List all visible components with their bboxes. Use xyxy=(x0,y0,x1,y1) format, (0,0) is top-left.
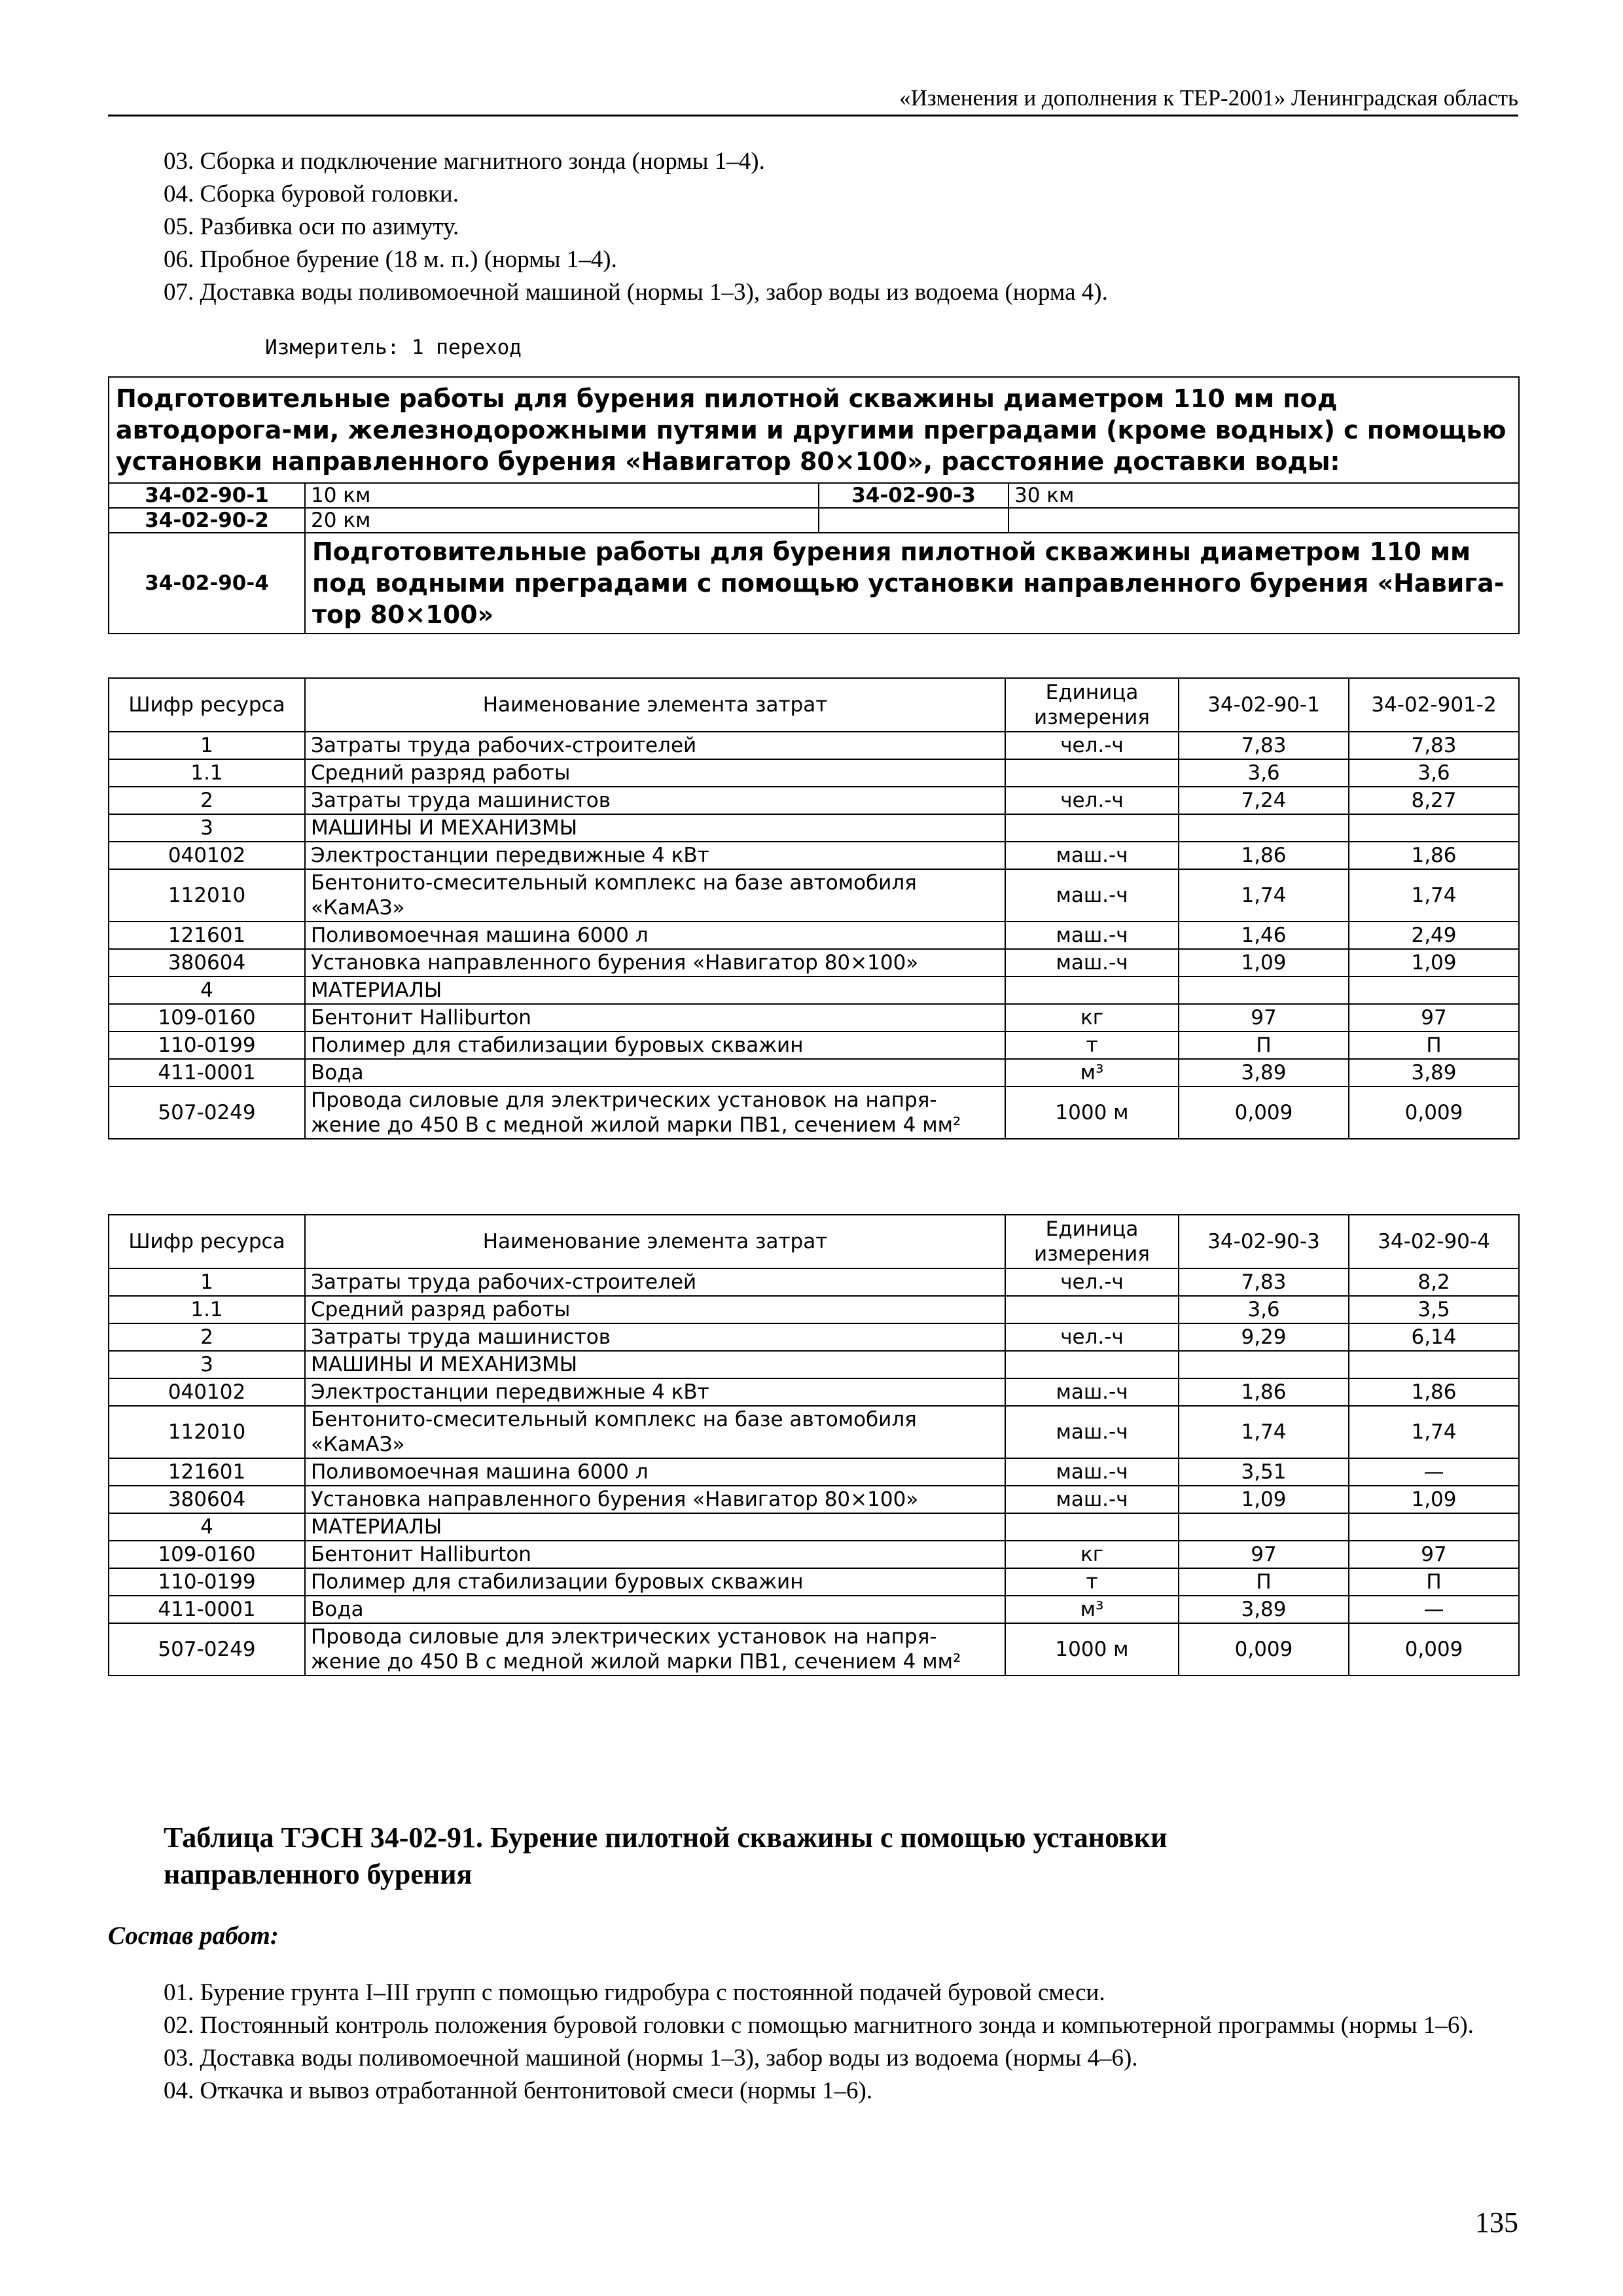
norm-value: 1,09 xyxy=(1179,1486,1349,1513)
norm-code: 34-02-90-1 xyxy=(109,483,305,508)
cost-element-name: Средний разряд работы xyxy=(305,1296,1005,1323)
unit xyxy=(1005,1351,1179,1378)
norm-value xyxy=(1179,977,1349,1004)
operations-list-top xyxy=(164,145,1108,309)
unit: кг xyxy=(1005,1004,1179,1031)
unit: чел.-ч xyxy=(1005,787,1179,814)
norm-value: 1,74 xyxy=(1349,1406,1519,1458)
cost-element-name: Поливомоечная машина 6000 л xyxy=(305,1458,1005,1486)
norm-value: 3,89 xyxy=(1179,1596,1349,1623)
resource-code: 411-0001 xyxy=(109,1596,305,1623)
norm-value: 3,89 xyxy=(1179,1059,1349,1086)
cost-element-name: Бентонито-смесительный комплекс на базе автомобиля «КамАЗ» xyxy=(305,1406,1005,1458)
norm-value: 0,009 xyxy=(1349,1623,1519,1676)
unit xyxy=(1005,1296,1179,1323)
column-header: 34-02-90-4 xyxy=(1349,1215,1519,1268)
operation-item: 02. Постоянный контроль положения буровой головки с помощью магнитного зонда и компьютерной программы (нормы 1–6). xyxy=(164,2012,1474,2039)
table-row xyxy=(109,869,1519,922)
norm-value: 9,29 xyxy=(1179,1323,1349,1351)
cost-element-name: Провода силовые для электрических установок на напря-жение до 450 В с медной жилой марки ПВ1, сечением 4 мм² xyxy=(305,1086,1005,1139)
table-row xyxy=(109,1378,1519,1406)
operation-item: 03. Сборка и подключение магнитного зонда (нормы 1–4). xyxy=(164,148,765,175)
norm-distance: 20 км xyxy=(305,508,819,533)
cost-element-name: Бентонит Halliburton xyxy=(305,1004,1005,1031)
norm-header-title: Подготовительные работы для бурения пилотной скважины диаметром 110 мм под автодорога-ми, железнодорожными путями и другими преградами (кроме водных) с помощью установки направленного бурения «Навигатор 80×100», расстояние доставки воды: xyxy=(109,377,1519,483)
norm-value: 7,83 xyxy=(1179,1268,1349,1296)
norm-code xyxy=(819,508,1008,533)
norm-value: 1,86 xyxy=(1179,1378,1349,1406)
cost-element-name: Бентонито-смесительный комплекс на базе автомобиля «КамАЗ» xyxy=(305,869,1005,922)
norm-value: 0,009 xyxy=(1179,1623,1349,1676)
cost-element-name: МАТЕРИАЛЫ xyxy=(305,1513,1005,1541)
resource-code: 2 xyxy=(109,787,305,814)
table-row xyxy=(109,1513,1519,1541)
operation-item: 05. Разбивка оси по азимуту. xyxy=(164,213,459,240)
table-row xyxy=(109,1268,1519,1296)
resource-code: 411-0001 xyxy=(109,1059,305,1086)
norm-value: — xyxy=(1349,1596,1519,1623)
resource-code: 380604 xyxy=(109,949,305,977)
norm-value: — xyxy=(1349,1458,1519,1486)
table-row xyxy=(109,814,1519,842)
unit: 1000 м xyxy=(1005,1623,1179,1676)
norm-value: 0,009 xyxy=(1349,1086,1519,1139)
resource-code: 380604 xyxy=(109,1486,305,1513)
resource-code: 1.1 xyxy=(109,1296,305,1323)
norm-value: 8,2 xyxy=(1349,1268,1519,1296)
column-header: 34-02-901-2 xyxy=(1349,678,1519,732)
norm-code: 34-02-90-3 xyxy=(819,483,1008,508)
resource-code: 4 xyxy=(109,1513,305,1541)
unit: маш.-ч xyxy=(1005,949,1179,977)
operation-item: 01. Бурение грунта I–III групп с помощью гидробура с постоянной подачей буровой смеси. xyxy=(164,1979,1105,2006)
unit xyxy=(1005,1513,1179,1541)
resource-code: 3 xyxy=(109,1351,305,1378)
norm-value xyxy=(1349,977,1519,1004)
unit: маш.-ч xyxy=(1005,922,1179,949)
section-title-line: Таблица ТЭСН 34-02-91. Бурение пилотной скважины с помощью установки xyxy=(164,1821,1168,1854)
table-row xyxy=(109,842,1519,869)
norm-value: 1,09 xyxy=(1349,1486,1519,1513)
norm-value: П xyxy=(1349,1031,1519,1059)
column-header: Единица измерения xyxy=(1005,678,1179,732)
operations-list-bottom xyxy=(164,1977,1518,2108)
norm-value: 1,74 xyxy=(1179,869,1349,922)
table-row xyxy=(109,1623,1519,1676)
norm-code: 34-02-90-2 xyxy=(109,508,305,533)
norm-distance: 10 км xyxy=(305,483,819,508)
norm-code: 34-02-90-4 xyxy=(109,533,305,634)
unit: маш.-ч xyxy=(1005,869,1179,922)
norm-value: 1,74 xyxy=(1179,1406,1349,1458)
unit: т xyxy=(1005,1031,1179,1059)
unit: маш.-ч xyxy=(1005,1406,1179,1458)
norm-value: 0,009 xyxy=(1179,1086,1349,1139)
table-row xyxy=(109,759,1519,787)
table-row xyxy=(109,1004,1519,1031)
table-row xyxy=(109,1568,1519,1596)
resource-code: 4 xyxy=(109,977,305,1004)
unit: маш.-ч xyxy=(1005,842,1179,869)
norm-value: 1,46 xyxy=(1179,922,1349,949)
resource-code: 1.1 xyxy=(109,759,305,787)
norm-value: 7,24 xyxy=(1179,787,1349,814)
norm-value: 3,6 xyxy=(1179,759,1349,787)
table-row xyxy=(109,1406,1519,1458)
norm-value: 3,6 xyxy=(1179,1296,1349,1323)
norm-value: 97 xyxy=(1179,1004,1349,1031)
resource-table-1 xyxy=(108,677,1520,1139)
norm-distance: 30 км xyxy=(1008,483,1519,508)
norm-value: 8,27 xyxy=(1349,787,1519,814)
norm-value xyxy=(1179,1513,1349,1541)
unit: маш.-ч xyxy=(1005,1458,1179,1486)
column-header: Наименование элемента затрат xyxy=(305,1215,1005,1268)
norm-value xyxy=(1179,1351,1349,1378)
table-row xyxy=(109,732,1519,759)
table-row xyxy=(109,1541,1519,1568)
unit: м³ xyxy=(1005,1596,1179,1623)
unit: м³ xyxy=(1005,1059,1179,1086)
norm-distance xyxy=(1008,508,1519,533)
table-row xyxy=(109,922,1519,949)
operation-item: 07. Доставка воды поливомоечной машиной (нормы 1–3), забор воды из водоема (норма 4). xyxy=(164,279,1108,306)
measure-unit: Измеритель: 1 переход xyxy=(265,336,522,359)
unit: кг xyxy=(1005,1541,1179,1568)
norm-value: 1,86 xyxy=(1349,1378,1519,1406)
cost-element-name: Поливомоечная машина 6000 л xyxy=(305,922,1005,949)
unit: маш.-ч xyxy=(1005,1486,1179,1513)
table-row xyxy=(109,1086,1519,1139)
unit: маш.-ч xyxy=(1005,1378,1179,1406)
resource-code: 1 xyxy=(109,1268,305,1296)
section-title-line: направленного бурения xyxy=(164,1858,473,1890)
table-row xyxy=(109,787,1519,814)
norm-value: 1,86 xyxy=(1349,842,1519,869)
norm-value: 6,14 xyxy=(1349,1323,1519,1351)
norm-value: П xyxy=(1179,1568,1349,1596)
unit: чел.-ч xyxy=(1005,1268,1179,1296)
table-row xyxy=(109,1323,1519,1351)
norm-value: 2,49 xyxy=(1349,922,1519,949)
table-row xyxy=(109,949,1519,977)
resource-code: 112010 xyxy=(109,869,305,922)
table-row xyxy=(109,1296,1519,1323)
column-header: 34-02-90-1 xyxy=(1179,678,1349,732)
resource-code: 2 xyxy=(109,1323,305,1351)
norm-header-table xyxy=(108,376,1520,634)
works-composition-label: Состав работ: xyxy=(108,1922,279,1950)
resource-code: 040102 xyxy=(109,842,305,869)
cost-element-name: Средний разряд работы xyxy=(305,759,1005,787)
cost-element-name: Бентонит Halliburton xyxy=(305,1541,1005,1568)
resource-code: 110-0199 xyxy=(109,1568,305,1596)
cost-element-name: Полимер для стабилизации буровых скважин xyxy=(305,1568,1005,1596)
cost-element-name: Провода силовые для электрических установок на напря-жение до 450 В с медной жилой марки ПВ1, сечением 4 мм² xyxy=(305,1623,1005,1676)
norm-value: 3,89 xyxy=(1349,1059,1519,1086)
norm-sub-title: Подготовительные работы для бурения пилотной скважины диаметром 110 мм под водными преградами с помощью установки направленного бурения «Навига-тор 80×100» xyxy=(305,533,1519,634)
resource-code: 112010 xyxy=(109,1406,305,1458)
table-row xyxy=(109,1031,1519,1059)
cost-element-name: Вода xyxy=(305,1596,1005,1623)
unit xyxy=(1005,977,1179,1004)
cost-element-name: Затраты труда машинистов xyxy=(305,787,1005,814)
norm-value xyxy=(1349,1351,1519,1378)
norm-value: 97 xyxy=(1349,1541,1519,1568)
unit: чел.-ч xyxy=(1005,1323,1179,1351)
operation-item: 03. Доставка воды поливомоечной машиной (нормы 1–3), забор воды из водоема (нормы 4–6). xyxy=(164,2045,1138,2072)
cost-element-name: Полимер для стабилизации буровых скважин xyxy=(305,1031,1005,1059)
cost-element-name: Затраты труда рабочих-строителей xyxy=(305,1268,1005,1296)
resource-code: 109-0160 xyxy=(109,1004,305,1031)
cost-element-name: МАШИНЫ И МЕХАНИЗМЫ xyxy=(305,1351,1005,1378)
cost-element-name: Затраты труда машинистов xyxy=(305,1323,1005,1351)
cost-element-name: МАТЕРИАЛЫ xyxy=(305,977,1005,1004)
resource-code: 110-0199 xyxy=(109,1031,305,1059)
resource-code: 121601 xyxy=(109,1458,305,1486)
operation-item: 06. Пробное бурение (18 м. п.) (нормы 1–4). xyxy=(164,246,617,273)
section-title xyxy=(164,1820,1472,1893)
norm-value: 7,83 xyxy=(1349,732,1519,759)
table-row xyxy=(109,1059,1519,1086)
norm-value: 1,09 xyxy=(1349,949,1519,977)
page-number: 135 xyxy=(1475,2206,1518,2238)
column-header: Шифр ресурса xyxy=(109,678,305,732)
norm-value xyxy=(1349,814,1519,842)
table-row xyxy=(109,1486,1519,1513)
cost-element-name: Электростанции передвижные 4 кВт xyxy=(305,842,1005,869)
cost-element-name: Затраты труда рабочих-строителей xyxy=(305,732,1005,759)
unit xyxy=(1005,759,1179,787)
operation-item: 04. Откачка и вывоз отработанной бентонитовой смеси (нормы 1–6). xyxy=(164,2077,873,2104)
column-header: Шифр ресурса xyxy=(109,1215,305,1268)
norm-value: 3,51 xyxy=(1179,1458,1349,1486)
resource-table-2 xyxy=(108,1214,1520,1676)
resource-code: 507-0249 xyxy=(109,1623,305,1676)
operation-item: 04. Сборка буровой головки. xyxy=(164,181,459,207)
norm-value xyxy=(1349,1513,1519,1541)
table-row xyxy=(109,1458,1519,1486)
table-row xyxy=(109,1351,1519,1378)
norm-value: 3,5 xyxy=(1349,1296,1519,1323)
resource-code: 1 xyxy=(109,732,305,759)
norm-value: 7,83 xyxy=(1179,732,1349,759)
column-header: Наименование элемента затрат xyxy=(305,678,1005,732)
cost-element-name: Установка направленного бурения «Навигатор 80×100» xyxy=(305,1486,1005,1513)
column-header: 34-02-90-3 xyxy=(1179,1215,1349,1268)
cost-element-name: Вода xyxy=(305,1059,1005,1086)
cost-element-name: МАШИНЫ И МЕХАНИЗМЫ xyxy=(305,814,1005,842)
resource-code: 121601 xyxy=(109,922,305,949)
unit: т xyxy=(1005,1568,1179,1596)
column-header: Единица измерения xyxy=(1005,1215,1179,1268)
norm-value: 1,09 xyxy=(1179,949,1349,977)
resource-code: 040102 xyxy=(109,1378,305,1406)
norm-value: 3,6 xyxy=(1349,759,1519,787)
table-row xyxy=(109,1596,1519,1623)
cost-element-name: Электростанции передвижные 4 кВт xyxy=(305,1378,1005,1406)
unit xyxy=(1005,814,1179,842)
unit: чел.-ч xyxy=(1005,732,1179,759)
norm-value: 1,86 xyxy=(1179,842,1349,869)
table-row xyxy=(109,977,1519,1004)
unit: 1000 м xyxy=(1005,1086,1179,1139)
cost-element-name: Установка направленного бурения «Навигатор 80×100» xyxy=(305,949,1005,977)
resource-code: 109-0160 xyxy=(109,1541,305,1568)
norm-value: 97 xyxy=(1349,1004,1519,1031)
norm-value: П xyxy=(1179,1031,1349,1059)
norm-value xyxy=(1179,814,1349,842)
resource-code: 507-0249 xyxy=(109,1086,305,1139)
running-head: «Изменения и дополнения к ТЕР-2001» Ленинградская область xyxy=(108,85,1518,117)
norm-value: 97 xyxy=(1179,1541,1349,1568)
resource-code: 3 xyxy=(109,814,305,842)
norm-value: 1,74 xyxy=(1349,869,1519,922)
norm-value: П xyxy=(1349,1568,1519,1596)
